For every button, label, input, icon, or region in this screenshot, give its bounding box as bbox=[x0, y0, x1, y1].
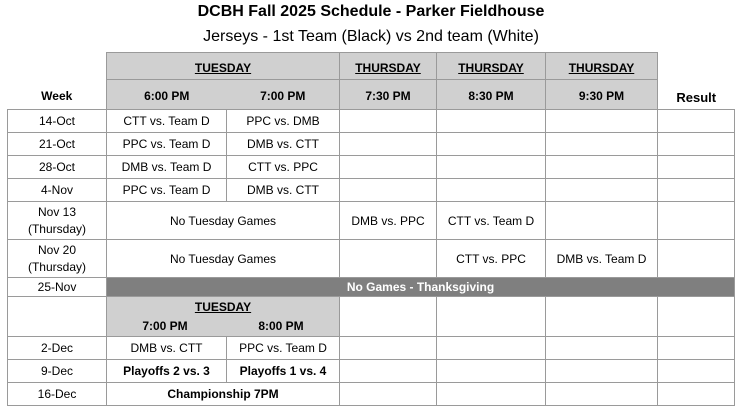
result-cell bbox=[658, 179, 735, 202]
week-date: Nov 20 bbox=[37, 242, 77, 257]
empty-cell bbox=[340, 110, 437, 133]
week-cell: 21-Oct bbox=[8, 133, 107, 156]
schedule-title: DCBH Fall 2025 Schedule - Parker Fieldhouse bbox=[197, 3, 545, 20]
empty-cell bbox=[340, 383, 437, 406]
empty-cell bbox=[340, 337, 437, 360]
empty-cell bbox=[437, 297, 546, 337]
time-header-830: 8:30 PM bbox=[437, 80, 546, 110]
empty-cell bbox=[8, 297, 107, 337]
result-cell bbox=[658, 383, 735, 406]
schedule-table bbox=[7, 52, 735, 406]
result-cell bbox=[658, 297, 735, 337]
game-cell: DMB vs. CTT bbox=[107, 337, 227, 360]
time-header-700: 7:00 PM bbox=[227, 80, 340, 110]
tuesday-header-2-cell bbox=[107, 297, 340, 337]
week-day-note: (Thursday) bbox=[27, 221, 86, 236]
empty-cell bbox=[340, 179, 437, 202]
table-row bbox=[8, 240, 735, 278]
week-cell bbox=[8, 202, 107, 240]
game-cell: DMB vs. PPC bbox=[340, 202, 437, 240]
tuesday-header: TUESDAY bbox=[107, 53, 340, 80]
time-header-600: 6:00 PM bbox=[107, 80, 227, 110]
result-cell bbox=[658, 202, 735, 240]
table-row bbox=[8, 278, 735, 297]
game-cell: DMB vs. Team D bbox=[546, 240, 658, 278]
empty-cell bbox=[546, 156, 658, 179]
result-header-cell bbox=[658, 53, 735, 110]
no-tuesday-games: No Tuesday Games bbox=[107, 240, 340, 278]
game-cell: CTT vs. PPC bbox=[437, 240, 546, 278]
week-cell bbox=[8, 240, 107, 278]
table-row bbox=[8, 179, 735, 202]
week-cell: 2-Dec bbox=[8, 337, 107, 360]
empty-cell bbox=[546, 360, 658, 383]
game-cell: Playoffs 1 vs. 4 bbox=[227, 360, 340, 383]
game-cell: PPC vs. Team D bbox=[107, 133, 227, 156]
result-cell bbox=[658, 337, 735, 360]
empty-cell bbox=[437, 360, 546, 383]
game-cell: PPC vs. Team D bbox=[107, 179, 227, 202]
game-cell: CTT vs. Team D bbox=[437, 202, 546, 240]
thursday-header-2: THURSDAY bbox=[437, 53, 546, 80]
week-header: Week bbox=[41, 89, 73, 103]
result-header: Result bbox=[676, 90, 717, 105]
week-cell: 16-Dec bbox=[8, 383, 107, 406]
game-cell: PPC vs. Team D bbox=[227, 337, 340, 360]
result-cell bbox=[658, 133, 735, 156]
empty-cell bbox=[546, 179, 658, 202]
table-row bbox=[8, 133, 735, 156]
week-cell: 9-Dec bbox=[8, 360, 107, 383]
no-tuesday-games: No Tuesday Games bbox=[107, 202, 340, 240]
time-header-730: 7:30 PM bbox=[340, 80, 437, 110]
table-row bbox=[8, 110, 735, 133]
week-date: Nov 13 bbox=[37, 204, 77, 219]
empty-cell bbox=[340, 297, 437, 337]
table-row bbox=[8, 383, 735, 406]
thursday-header-1: THURSDAY bbox=[340, 53, 437, 80]
game-cell bbox=[340, 240, 437, 278]
empty-cell bbox=[340, 156, 437, 179]
empty-cell bbox=[546, 297, 658, 337]
empty-cell bbox=[546, 110, 658, 133]
game-cell: Playoffs 2 vs. 3 bbox=[107, 360, 227, 383]
week-cell: 14-Oct bbox=[8, 110, 107, 133]
game-cell: DMB vs. CTT bbox=[227, 179, 340, 202]
time-header-700-dec: 7:00 PM bbox=[142, 318, 188, 333]
thanksgiving-banner: No Games - Thanksgiving bbox=[107, 278, 735, 297]
week-cell: 25-Nov bbox=[8, 278, 107, 297]
empty-cell bbox=[546, 383, 658, 406]
empty-cell bbox=[437, 110, 546, 133]
time-header-800-dec: 8:00 PM bbox=[258, 318, 304, 333]
game-cell: CTT vs. Team D bbox=[107, 110, 227, 133]
schedule-subtitle: Jerseys - 1st Team (Black) vs 2nd team (White) bbox=[203, 28, 539, 45]
empty-cell bbox=[437, 156, 546, 179]
result-cell bbox=[658, 110, 735, 133]
empty-cell bbox=[546, 337, 658, 360]
table-row bbox=[8, 202, 735, 240]
empty-cell bbox=[437, 337, 546, 360]
table-row bbox=[8, 337, 735, 360]
empty-cell bbox=[437, 383, 546, 406]
empty-cell bbox=[546, 133, 658, 156]
table-row bbox=[8, 156, 735, 179]
result-cell bbox=[658, 156, 735, 179]
result-cell bbox=[658, 240, 735, 278]
game-cell: DMB vs. CTT bbox=[227, 133, 340, 156]
game-cell: PPC vs. DMB bbox=[227, 110, 340, 133]
tuesday-header-2: TUESDAY bbox=[194, 299, 252, 314]
game-cell bbox=[546, 202, 658, 240]
week-day-note: (Thursday) bbox=[27, 259, 86, 274]
empty-cell bbox=[340, 360, 437, 383]
thursday-header-3: THURSDAY bbox=[546, 53, 658, 80]
empty-cell bbox=[340, 133, 437, 156]
empty-cell bbox=[437, 179, 546, 202]
table-row bbox=[8, 360, 735, 383]
time-header-930: 9:30 PM bbox=[546, 80, 658, 110]
week-cell: 4-Nov bbox=[8, 179, 107, 202]
week-cell: 28-Oct bbox=[8, 156, 107, 179]
championship-cell: Championship 7PM bbox=[107, 383, 340, 406]
empty-cell bbox=[437, 133, 546, 156]
game-cell: CTT vs. PPC bbox=[227, 156, 340, 179]
week-header-cell bbox=[8, 53, 107, 110]
game-cell: DMB vs. Team D bbox=[107, 156, 227, 179]
result-cell bbox=[658, 360, 735, 383]
